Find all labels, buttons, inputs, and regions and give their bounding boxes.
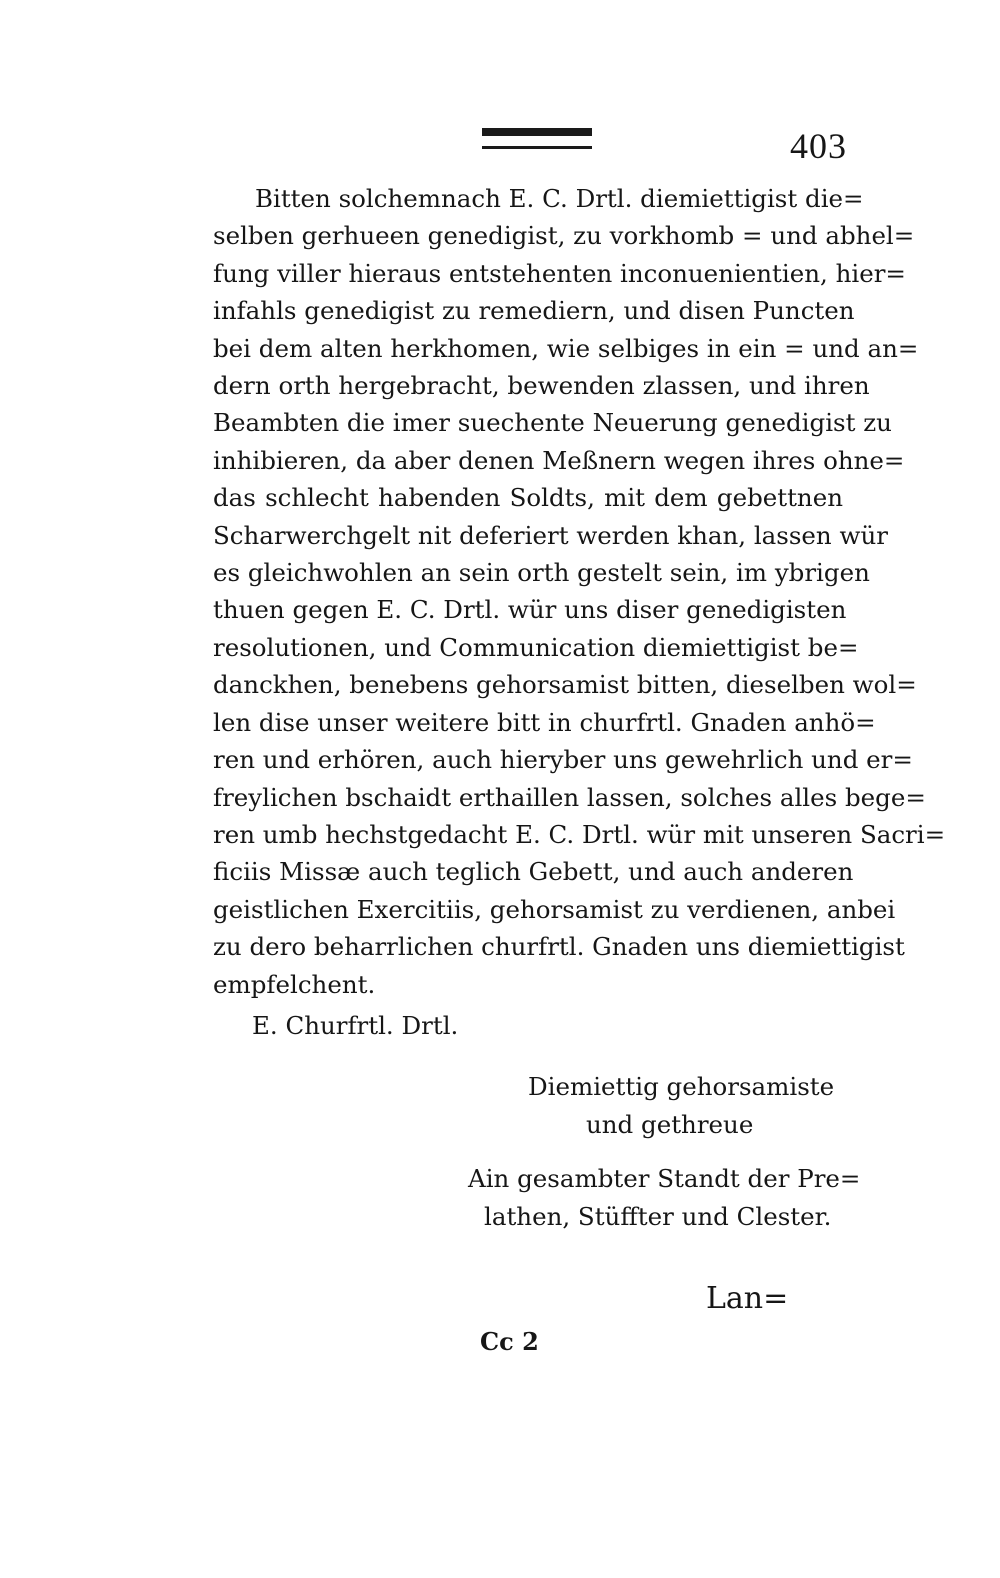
text-line: ren und erhören, auch hieryber uns gewehrlich und er= (213, 745, 913, 775)
catchword: Lan= (706, 1281, 789, 1316)
signature-line: lathen, Stüffter und Clester. (484, 1202, 832, 1231)
address-line: E. Churfrtl. Drtl. (252, 1011, 459, 1040)
text-line: selben gerhueen genedigist, zu vorkhomb = und abhel= (213, 221, 915, 251)
text-line: bei dem alten herkhomen, wie selbiges in ein = und an= (213, 333, 919, 363)
text-line: len dise unser weitere bitt in churfrtl. Gnaden anhö= (213, 707, 876, 737)
ornament-thick-rule (482, 128, 592, 136)
ornament-thin-rule (482, 146, 592, 149)
text-line: freylichen bschaidt erthaillen lassen, solches alles bege= (213, 782, 926, 812)
text-line: dern orth hergebracht, bewenden zlassen, und ihren (213, 371, 870, 401)
text-line: thuen gegen E. C. Drtl. wür uns diser genedigisten (213, 595, 847, 625)
page-number: 403 (790, 126, 847, 166)
text-line: empfelchent. (213, 969, 376, 999)
text-line: das schlecht habenden Soldts, mit dem gebettnen (213, 483, 843, 513)
text-line: ren umb hechstgedacht E. C. Drtl. wür mit unseren Sacri= (213, 819, 946, 849)
text-line: geistlichen Exercitiis, gehorsamist zu verdienen, anbei (213, 894, 896, 924)
text-line: Beambten die imer suechente Neuerung genedigist zu (213, 408, 892, 438)
text-line: es gleichwohlen an sein orth gestelt sein, im ybrigen (213, 558, 870, 588)
text-line: Scharwerchgelt nit deferiert werden khan, lassen wür (213, 520, 888, 550)
signature-line: Ain gesambter Standt der Pre= (468, 1164, 861, 1193)
text-line: danckhen, benebens gehorsamist bitten, dieselben wol= (213, 670, 917, 700)
text-line: resolutionen, und Communication diemiettigist be= (213, 632, 859, 662)
text-line: Bitten solchemnach E. C. Drtl. diemiettigist die= (255, 184, 864, 213)
body-paragraph (213, 180, 946, 1003)
text-line: ficiis Missæ auch teglich Gebett, und auch anderen (213, 857, 854, 887)
text-line: zu dero beharrlichen churfrtl. Gnaden uns diemiettigist (213, 932, 905, 962)
text-line: inhibieren, da aber denen Meßnern wegen ihres ohne= (213, 445, 905, 475)
text-line: fung viller hieraus entstehenten inconuenientien, hier= (213, 258, 906, 288)
signature-mark: Cc 2 (480, 1327, 539, 1356)
signature-line: Diemiettig gehorsamiste (528, 1072, 835, 1101)
signature-block (468, 1068, 861, 1236)
header-rule-ornament (482, 128, 592, 154)
signature-line: und gethreue (586, 1110, 754, 1139)
text-line: infahls genedigist zu remediern, und disen Puncten (213, 296, 855, 326)
